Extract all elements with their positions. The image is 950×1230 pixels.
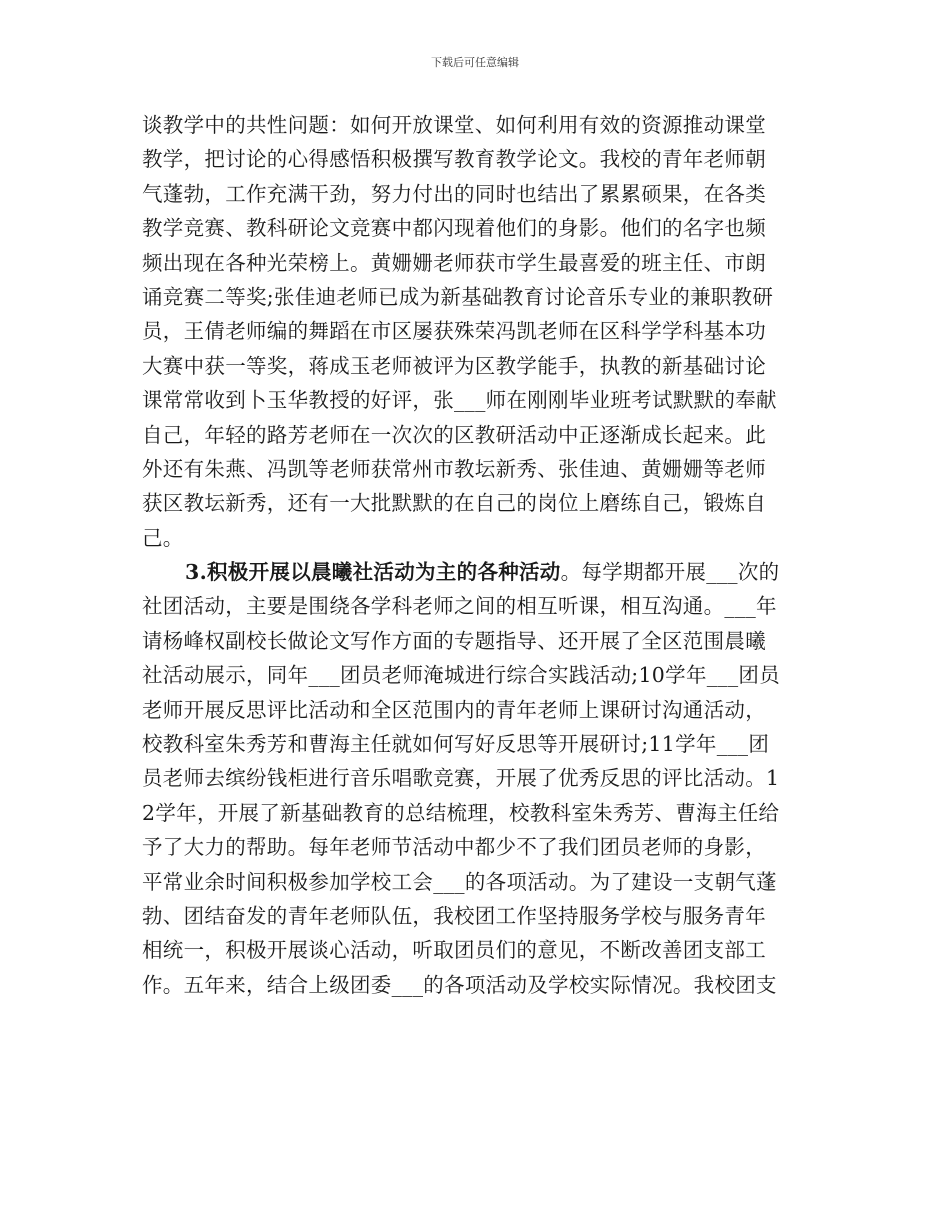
text-line: 气蓬勃，工作充满干劲，努力付出的同时也结出了累累硕果，在各类: [142, 181, 766, 206]
text-line: 社团活动，主要是围绕各学科老师之间的相互听课，相互沟通。___年: [142, 594, 777, 619]
text-line: 勃、团结奋发的青年老师队伍，我校团工作坚持服务学校与服务青年: [142, 903, 766, 928]
text-line: 员老师去缤纷钱柜进行音乐唱歌竞赛，开展了优秀反思的评比活动。1: [142, 766, 780, 791]
text-line: 作。五年来，结合上级团委___的各项活动及学校实际情况。我校团支: [142, 972, 777, 997]
text-line: 老师开展反思评比活动和全区范围内的青年老师上课研讨沟通活动，: [142, 697, 766, 722]
text-line: 谈教学中的共性问题：如何开放课堂、如何利用有效的资源推动课堂: [142, 113, 766, 137]
text-line: 己。: [142, 525, 184, 550]
text-line: 课常常收到卜玉华教授的好评，张___师在刚刚毕业班考试默默的奉献: [142, 388, 777, 413]
text-line: 相统一，积极开展谈心活动，听取团员们的意见，不断改善团支部工: [142, 938, 766, 963]
text-line: 自己，年轻的路芳老师在一次次的区教研活动中正逐渐成长起来。此: [142, 422, 766, 447]
text-line: 社活动展示，同年___团员老师淹城进行综合实践活动;10学年___团员: [142, 663, 780, 688]
text-line: 外还有朱燕、冯凯等老师获常州市教坛新秀、张佳迪、黄姗姗等老师: [142, 456, 766, 481]
page-header: 下载后可任意编辑: [431, 56, 519, 69]
text-line: 教学竞赛、教科研论文竞赛中都闪现着他们的身影。他们的名字也频: [142, 216, 766, 241]
text-line: 校教科室朱秀芳和曹海主任就如何写好反思等开展研讨;11学年___团: [142, 732, 770, 757]
text-line: 平常业余时间积极参加学校工会___的各项活动。为了建设一支朝气蓬: [142, 869, 777, 894]
text-line: 频出现在各种光荣榜上。黄姗姗老师获市学生最喜爱的班主任、市朗: [142, 250, 766, 275]
section-heading: 3.积极开展以晨曦社活动为主的各种活动: [185, 560, 561, 585]
text-line: 大赛中获一等奖，蒋成玉老师被评为区教学能手，执教的新基础讨论: [142, 353, 766, 378]
text-line: 予了大力的帮助。每年老师节活动中都少不了我们团员老师的身影，: [142, 835, 766, 860]
heading-continuation: 。每学期都开展___次的: [560, 560, 780, 585]
paragraph-1: [142, 108, 812, 555]
text-line: 教学，把讨论的心得感悟积极撰写教育教学论文。我校的青年老师朝: [142, 147, 766, 172]
document-body: [142, 108, 812, 1002]
text-line: 请杨峰权副校长做论文写作方面的专题指导、还开展了全区范围晨曦: [142, 628, 766, 653]
paragraph-2: [142, 555, 812, 1002]
text-line: 获区教坛新秀，还有一大批默默的在自己的岗位上磨练自己，锻炼自: [142, 491, 766, 516]
paragraph-first-line: [142, 555, 812, 589]
text-line: 2学年，开展了新基础教育的总结梳理，校教科室朱秀芳、曹海主任给: [142, 800, 780, 825]
text-line: 员，王倩老师编的舞蹈在市区屡获殊荣冯凯老师在区科学学科基本功: [142, 319, 766, 344]
text-line: 诵竞赛二等奖;张佳迪老师已成为新基础教育讨论音乐专业的兼职教研: [142, 284, 774, 309]
